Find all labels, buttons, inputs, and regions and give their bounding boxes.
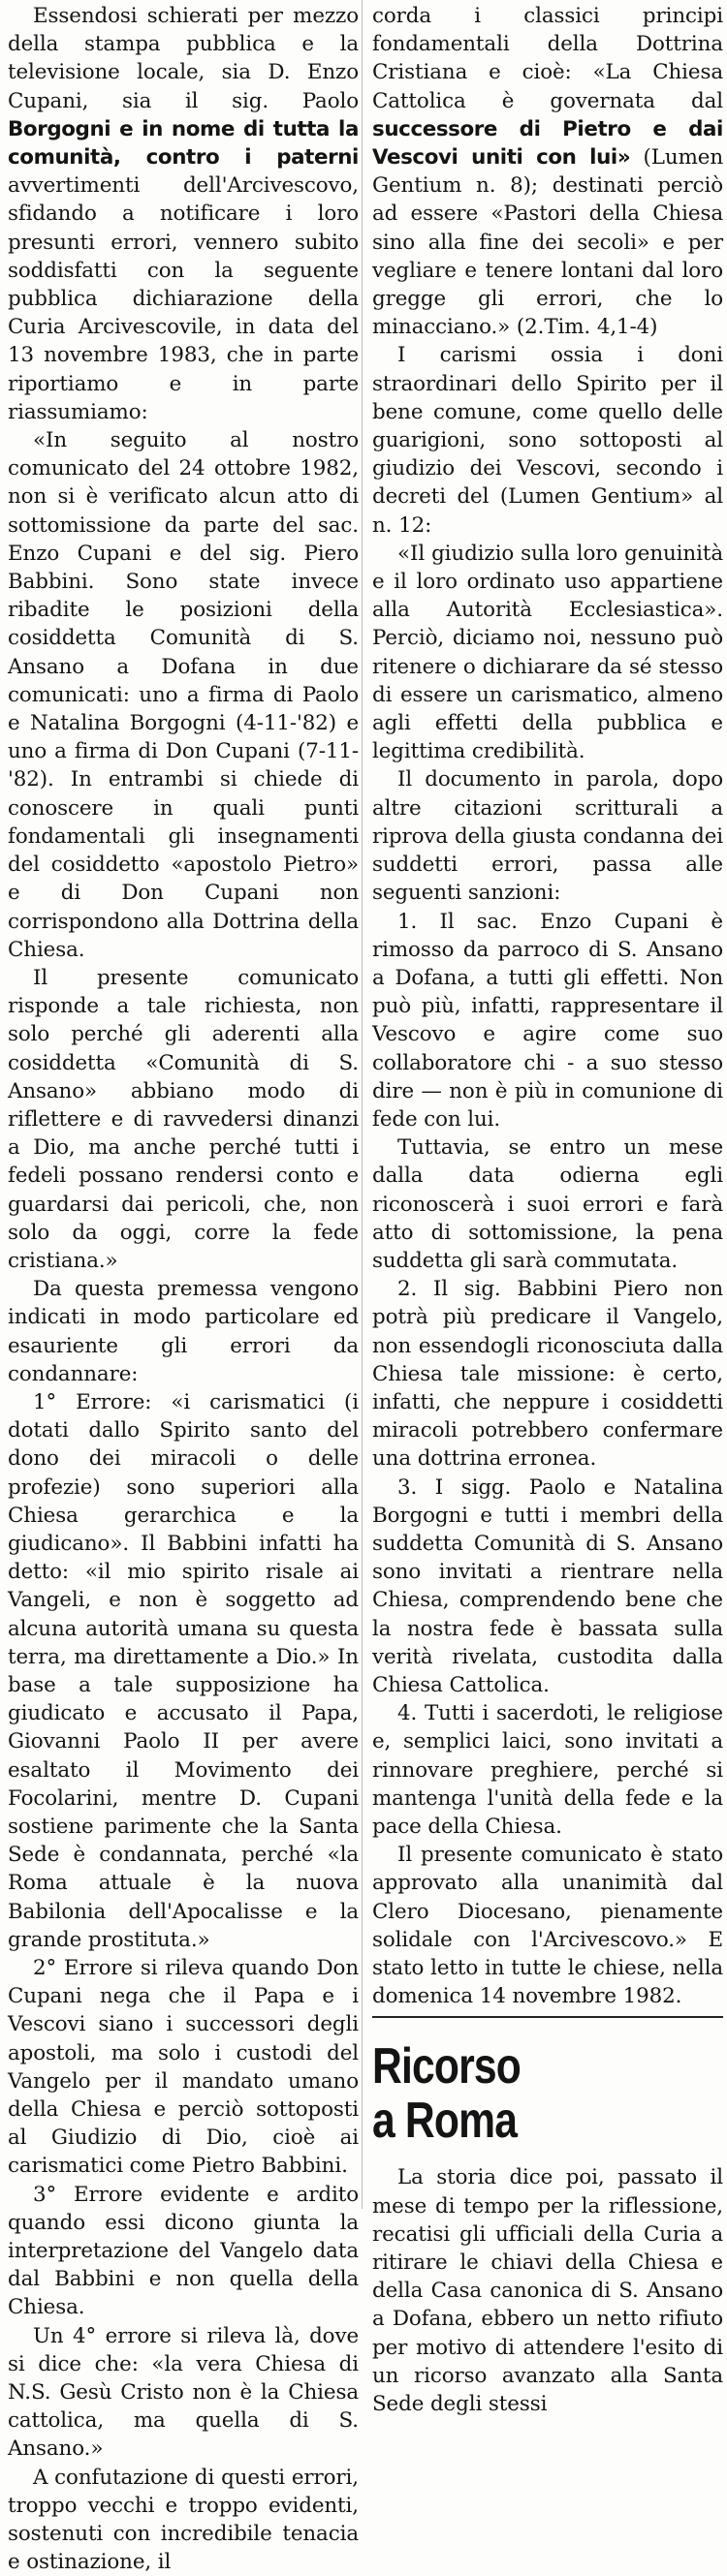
section-headline <box>372 2039 660 2148</box>
right-column <box>372 2 723 2418</box>
paragraph: Il documento in parola, dopo altre citazioni scritturali a riprova della giusta condanna dei suddetti errori, passa alle seguenti sanzioni: <box>372 767 723 906</box>
error-3-paragraph: 3° Errore evidente e ardito quando essi dicono giunta la interpretazione del Vangelo data dal Babbini e non quella della Chiesa. <box>8 2182 359 2320</box>
paragraph: La storia dice poi, passato il mese di tempo per la riflessione, recatisi gli ufficiali della Curia a ritirare le chiavi della Chiesa e della Casa canonica di S. Ansano a Dofana, ebbero un netto rifiuto per motivo di attendere l'esito di un ricorso avanzato alla Santa Sede degli stessi <box>372 2165 723 2417</box>
left-column <box>8 2 359 2576</box>
paragraph: Il presente comunicato risponde a tale richiesta, non solo perché gli aderenti alla cosiddetta «Comunità di S. Ansano» abbiano modo di riflettere e di ravvedersi dinanzi a Dio, ma anche perché tutti i fedeli possano rendersi conto e guardarsi dai pericoli, che, non solo da oggi, corre la fede cristiana.» <box>8 965 359 1273</box>
intro-rest-text: avvertimenti dell'Arcivescovo, sfidando a notificare i loro presunti errori, vennero subito soddisfatti con la seguente pubblica dichiarazione della Curia Arcivescovile, in data del 13 novembre 1983, che in parte riportiamo e in parte riassumiamo: <box>8 173 359 424</box>
column-divider <box>362 0 363 2209</box>
error-4-paragraph: Un 4° errore si rileva là, dove si dice che: «la vera Chiesa di N.S. Gesù Cristo non è la Chiesa cattolica, ma quella di S. Ansano.» <box>8 2323 359 2462</box>
intro-bold-text: Borgogni e in nome di tutta la comunità, contro i paterni <box>8 116 359 171</box>
sanction-3-paragraph: 3. I sigg. Paolo e Natalina Borgogni e tutti i membri della suddetta Comunità di S. Ansano sono invitati a rientrare nella Chiesa, comprendendo bene che la nostra fede è bassata sulla verità rivelata, custodita dalla Chiesa Cattolica. <box>372 1474 723 1697</box>
quote-paragraph: «In seguito al nostro comunicato del 24 ottobre 1982, non si è verificato alcun atto di sottomissione da parte del sac. Enzo Cupani e del sig. Piero Babbini. Sono state invece ribadite le posizioni della cosiddetta Comunità di S. Ansano a Dofana in due comunicati: uno a firma di Paolo e Natalina Borgogni (4-11-'82) e uno a firma di Don Cupani (7-11-'82). In entrambi si chiede di conoscere in quali punti fondamentali gli insegnamenti del cosiddetto «apostolo Pietro» e di Don Cupani non corrispondono alla Dottrina della Chiesa. <box>8 428 359 962</box>
headline-line-2: a Roma <box>372 2093 518 2150</box>
paragraph <box>8 2 359 426</box>
paragraph: A confutazione di questi errori, troppo vecchi e troppo evidenti, sostenuti con incredibile tenacia e ostinazione, il <box>8 2465 359 2575</box>
paragraph: Il presente comunicato è stato approvato alla unanimità dal Clero Diocesano, pienamente solidale con l'Arcivescovo.» E stato letto in tutte le chiese, nella domenica 14 novembre 1982. <box>372 1843 723 2009</box>
sanction-1-paragraph: 1. Il sac. Enzo Cupani è rimosso da parroco di S. Ansano a Dofana, a tutti gli effetti. Non può più, infatti, rappresentare il Vescovo e agire come suo collaboratore chi - a suo stesso dire — non è più in comunione di fede con lui. <box>372 909 723 1132</box>
error-2-paragraph: 2° Errore si rileva quando Don Cupani nega che il Papa e i Vescovi siano i successori degli apostoli, ma solo i custodi del Vangelo per il mandato umano della Chiesa e perciò sottoposti al Giudizio di Dio, cioè ai carismatici come Pietro Babbini. <box>8 1956 359 2179</box>
bold-quote-text: successore di Pietro e dai Vescovi uniti con lui» <box>372 116 723 171</box>
paragraph: I carismi ossia i doni straordinari dello Spirito per il bene comune, come quello delle guarigioni, sono sottoposti al giudizio dei Vescovi, secondo i decreti del (Lumen Gentium» al n. 12: <box>372 343 723 538</box>
paragraph: Tuttavia, se entro un mese dalla data odierna egli riconoscerà i suoi errori e farà atto di sottomissione, la pena suddetta gli sarà commutata. <box>372 1135 723 1273</box>
text: (Lumen Gentium n. 8); destinati perciò ad essere «Pastori della Chiesa sino alla fine dei secoli» e per vegliare e tenere lontani dal loro gregge gli errori, che lo minacciano.» (2.Tim. 4,1-4) <box>372 145 723 340</box>
section-rule <box>372 2016 723 2018</box>
sanction-2-paragraph: 2. Il sig. Babbini Piero non potrà più predicare il Vangelo, non essendogli riconosciuta dalla Chiesa tale missione: è certo, infatti, che neppure i cosiddetti miracoli potrebbero confermare una dottrina erronea. <box>372 1277 723 1472</box>
quote-paragraph: «Il giudizio sulla loro genuinità e il loro ordinato uso appartiene alla Autorità Ecclesiastica». Perciò, diciamo noi, nessuno può ritenere o dichiarare da sé stesso di essere un carismatico, almeno agli effetti della pubblica e legittima credibilità. <box>372 541 723 764</box>
error-1-paragraph: 1° Errore: «i carismatici (i dotati dallo Spirito santo del dono dei miracoli o delle profezie) sono superiori alla Chiesa gerarchica e la giudicano». Il Babbini infatti ha detto: «il mio spirito risale ai Vangeli, e non è soggetto ad alcuna autorità umana su questa terra, ma direttamente a Dio.» In base a tale supposizione ha giudicato e accusato il Papa, Giovanni Paolo II per avere esaltato il Movimento dei Focolarini, mentre D. Cupani sostiene parimente che la Santa Sede è condannata, perché «la Roma attuale è la nuova Babilonia dell'Apocalisse e la grande prostituta.» <box>8 1389 359 1952</box>
intro-text: Essendosi schierati per mezzo della stampa pubblica e la televisione locale, sia D. Enzo Cupani, sia il sig. Paolo <box>8 4 359 113</box>
headline-line-1: Ricorso <box>372 2038 522 2095</box>
text: corda i classici principi fondamentali della Dottrina Cristiana e cioè: «La Chiesa Cattolica è governata dal <box>372 4 723 113</box>
paragraph: Da questa premessa vengono indicati in modo particolare ed esauriente gli errori da condannare: <box>8 1277 359 1386</box>
sanction-4-paragraph: 4. Tutti i sacerdoti, le religiose e, semplici laici, sono invitati a rinnovare preghiere, perché si mantenga l'unità della fede e la pace della Chiesa. <box>372 1701 723 1839</box>
paragraph <box>372 2 723 341</box>
